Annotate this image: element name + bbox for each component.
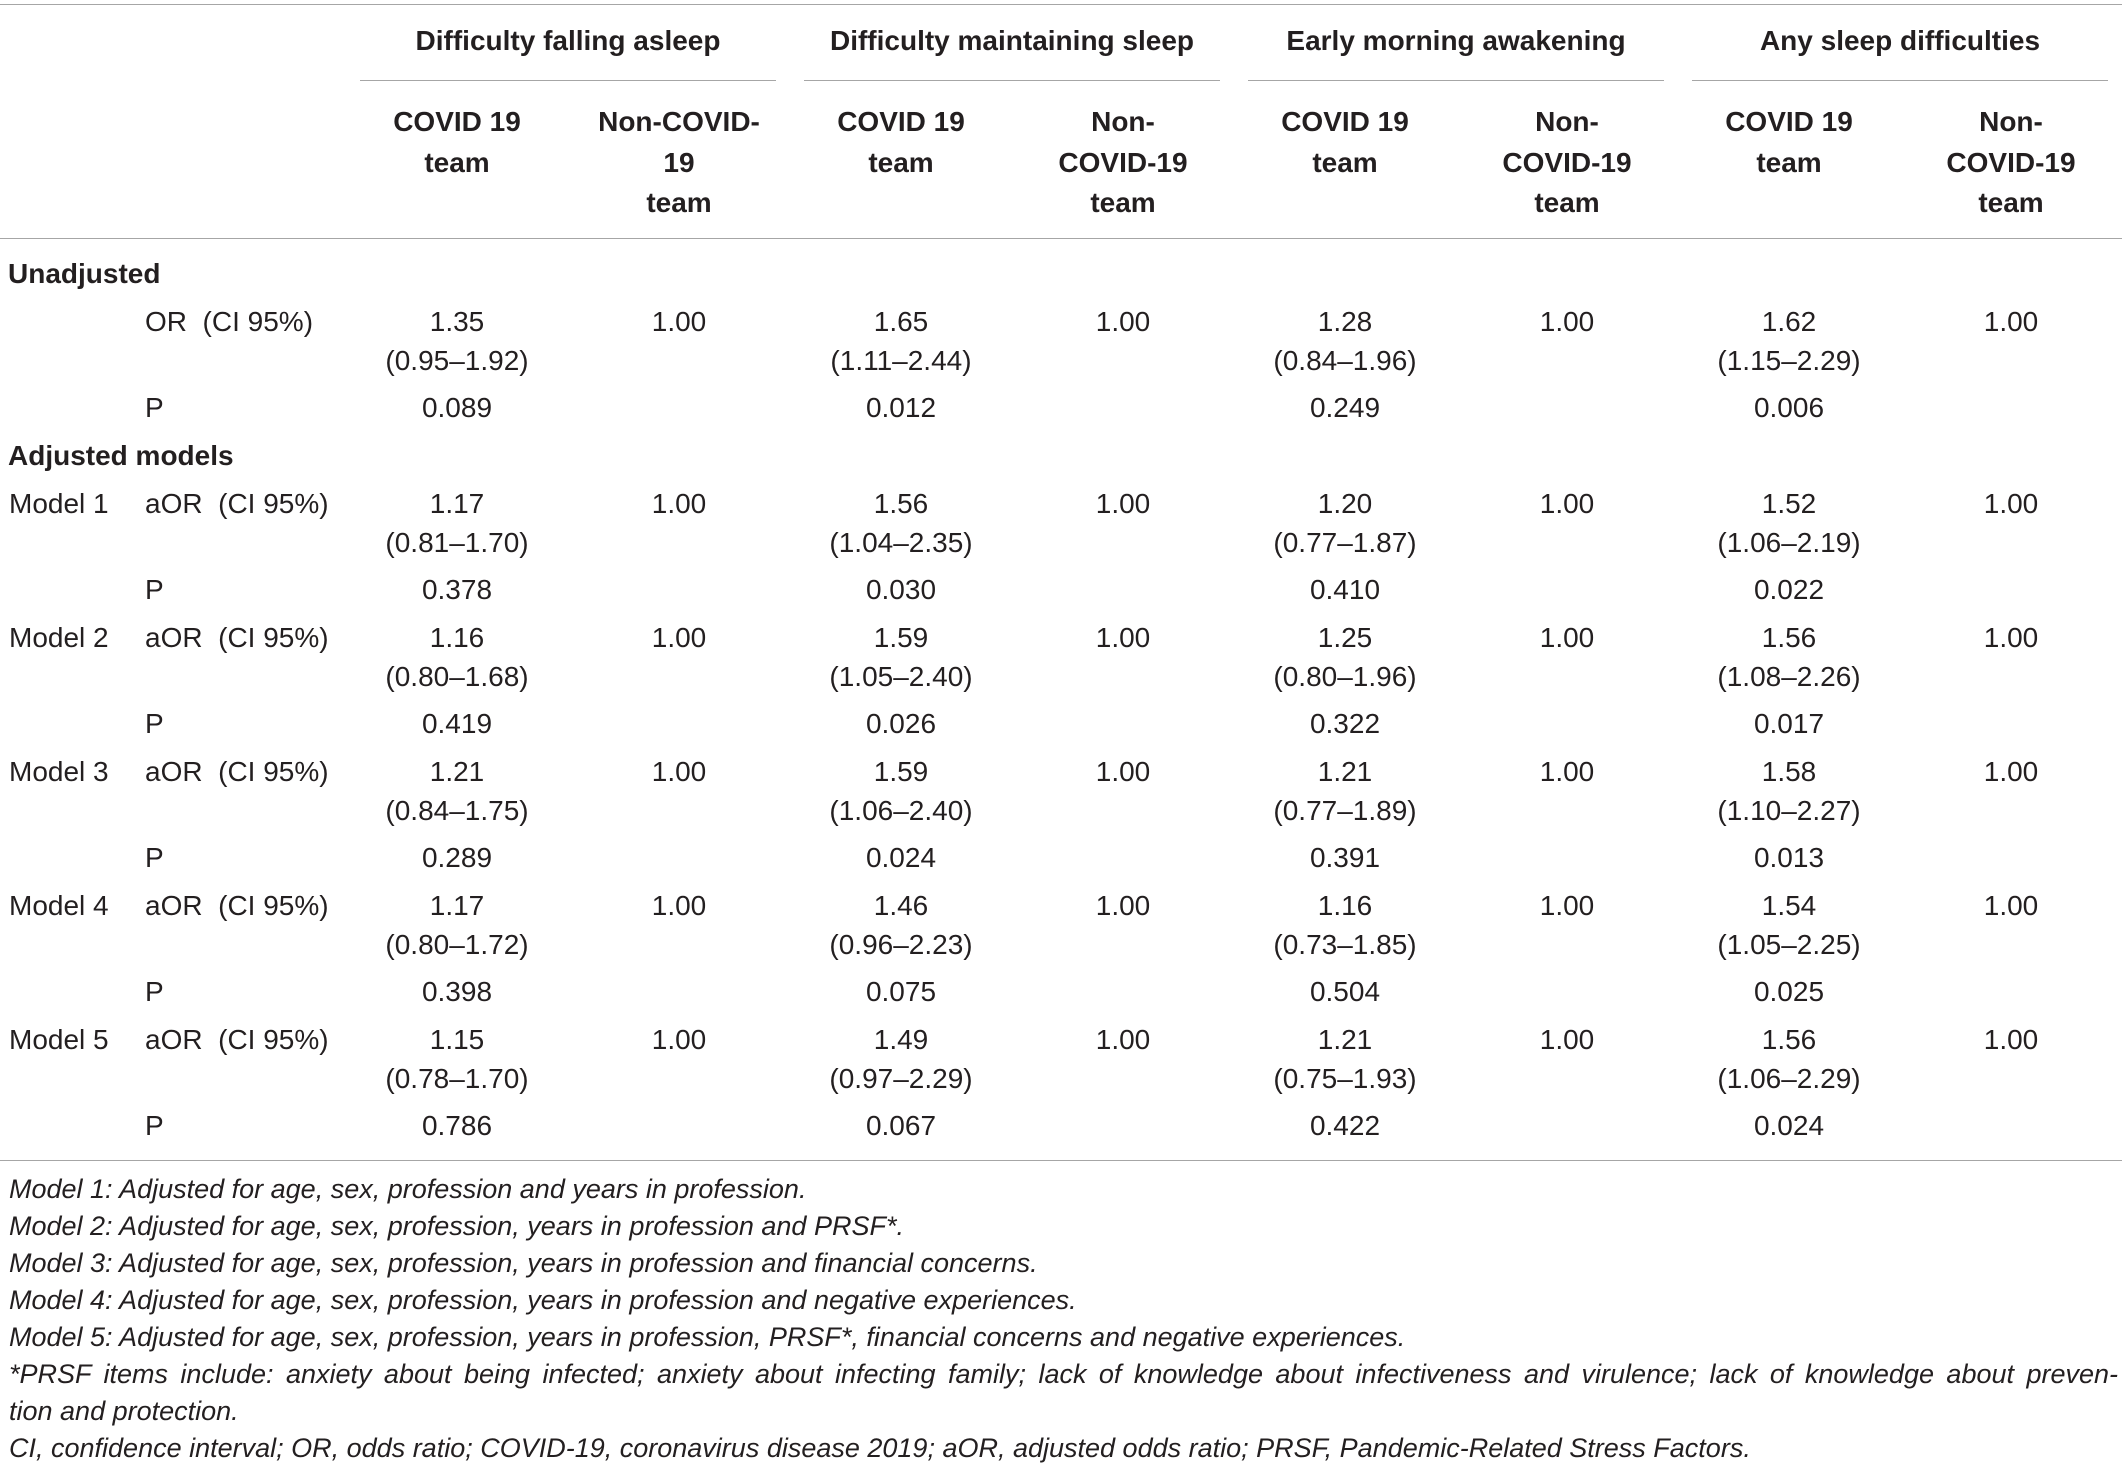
- confidence-interval-covid: (0.73–1.85): [1273, 929, 1417, 960]
- p-value: 0.089: [421, 392, 493, 423]
- column-header-line: team: [424, 146, 490, 178]
- confidence-interval-covid: (0.97–2.29): [829, 1063, 973, 1094]
- section-title: Adjusted models: [8, 440, 234, 471]
- odds-ratio-row: [0, 886, 2122, 972]
- column-header-line: team: [1534, 187, 1600, 218]
- p-value: 0.410: [1309, 574, 1381, 605]
- column-header-non-covid-team: [1012, 102, 1234, 224]
- column-header-covid-team: [1678, 102, 1900, 224]
- covid-team-estimate-cell: [1678, 302, 1900, 388]
- statistic-label: aOR (CI 95%): [145, 756, 329, 787]
- odds-ratio-covid: 1.35: [429, 306, 485, 337]
- covid-team-estimate-cell: [1678, 618, 1900, 704]
- model-label: Model 1: [9, 488, 109, 519]
- odds-ratio-non-covid-reference: 1.00: [1539, 622, 1595, 653]
- p-value-row: [0, 972, 2122, 1020]
- p-value: 0.006: [1753, 392, 1825, 423]
- p-value: 0.067: [865, 1110, 937, 1141]
- confidence-interval-covid: (0.77–1.87): [1273, 527, 1417, 558]
- column-header-covid-team: [346, 102, 568, 224]
- odds-ratio-covid: 1.16: [1317, 890, 1373, 921]
- outcome-header-underline: [1692, 80, 2108, 81]
- odds-ratio-non-covid-reference: 1.00: [651, 306, 707, 337]
- covid-team-estimate-cell: [1234, 886, 1456, 972]
- covid-team-estimate-cell: [1678, 886, 1900, 972]
- column-header-line: team: [1312, 146, 1378, 178]
- odds-ratio-non-covid-reference: 1.00: [1539, 756, 1595, 787]
- p-value: 0.012: [865, 392, 937, 423]
- odds-ratio-non-covid-reference: 1.00: [1539, 1024, 1595, 1055]
- confidence-interval-covid: (1.08–2.26): [1717, 661, 1861, 692]
- odds-ratio-covid: 1.25: [1317, 622, 1373, 653]
- footnote-prsf-items: *PRSF items include: anxiety about being infected; anxiety about infecting family; lack of knowledge about infectiveness and virulence; lack of knowledge about preven-: [9, 1359, 2118, 1389]
- row-label: [0, 886, 346, 925]
- odds-ratio-non-covid-reference: 1.00: [651, 488, 707, 519]
- odds-ratio-covid: 1.49: [873, 1024, 929, 1055]
- odds-ratio-covid: 1.56: [1761, 622, 1817, 653]
- odds-ratio-covid: 1.17: [429, 890, 485, 921]
- non-covid-team-estimate-cell: [1012, 618, 1234, 704]
- non-covid-team-estimate-cell: [1012, 886, 1234, 972]
- confidence-interval-covid: (0.84–1.96): [1273, 345, 1417, 376]
- column-header-covid-team: [1234, 102, 1456, 224]
- p-value: 0.026: [865, 708, 937, 739]
- row-label: [0, 1106, 346, 1145]
- p-value: 0.289: [421, 842, 493, 873]
- column-header-covid-team: [790, 102, 1012, 224]
- covid-team-estimate-cell: [1234, 484, 1456, 570]
- p-value-row: [0, 570, 2122, 618]
- covid-team-estimate-cell: [790, 1020, 1012, 1106]
- confidence-interval-covid: (1.10–2.27): [1717, 795, 1861, 826]
- footnote-model-2: Model 2: Adjusted for age, sex, profession, years in profession and PRSF*.: [9, 1211, 904, 1241]
- covid-team-estimate-cell: [790, 302, 1012, 388]
- column-header-line: team: [1756, 146, 1822, 178]
- odds-ratio-covid: 1.56: [1761, 1024, 1817, 1055]
- non-covid-team-estimate-cell: [1456, 302, 1678, 388]
- odds-ratio-covid: 1.15: [429, 1024, 485, 1055]
- column-header-line: Non-COVID-: [598, 106, 760, 137]
- p-label: P: [145, 392, 164, 423]
- column-header-line: Non-: [1091, 106, 1155, 137]
- covid-team-estimate-cell: [346, 618, 568, 704]
- p-value-row: [0, 838, 2122, 886]
- confidence-interval-covid: (1.11–2.44): [830, 345, 972, 376]
- odds-ratio-covid: 1.21: [1317, 756, 1373, 787]
- column-header-line: Non-: [1535, 106, 1599, 137]
- table-top-rule: [0, 4, 2122, 5]
- non-covid-team-estimate-cell: [1900, 752, 2122, 838]
- non-covid-team-estimate-cell: [1900, 302, 2122, 388]
- outcome-header-row: [0, 21, 2122, 61]
- confidence-interval-covid: (0.80–1.68): [385, 661, 529, 692]
- odds-ratio-non-covid-reference: 1.00: [1095, 306, 1151, 337]
- odds-ratio-row: [0, 752, 2122, 838]
- footnote-abbreviations: CI, confidence interval; OR, odds ratio; COVID-19, coronavirus disease 2019; aOR, adjusted odds ratio; PRSF, Pandemic-Related Stress Factors.: [9, 1433, 1751, 1463]
- column-header-non-covid-team: [1900, 102, 2122, 224]
- column-header-line: COVID-19: [1502, 146, 1632, 178]
- confidence-interval-covid: (1.06–2.40): [829, 795, 973, 826]
- non-covid-team-estimate-cell: [1456, 752, 1678, 838]
- odds-ratio-row: [0, 618, 2122, 704]
- odds-ratio-non-covid-reference: 1.00: [1983, 488, 2039, 519]
- confidence-interval-covid: (0.80–1.72): [385, 929, 529, 960]
- p-label: P: [145, 1110, 164, 1141]
- row-label: [0, 570, 346, 609]
- statistic-label: OR (CI 95%): [145, 306, 314, 337]
- covid-team-estimate-cell: [790, 618, 1012, 704]
- outcome-header-underline: [360, 80, 776, 81]
- confidence-interval-covid: (0.78–1.70): [385, 1063, 529, 1094]
- covid-team-estimate-cell: [790, 752, 1012, 838]
- odds-ratio-covid: 1.21: [1317, 1024, 1373, 1055]
- odds-ratio-non-covid-reference: 1.00: [1983, 756, 2039, 787]
- column-header-line: team: [1090, 187, 1156, 218]
- p-value: 0.022: [1753, 574, 1825, 605]
- odds-ratio-non-covid-reference: 1.00: [1095, 890, 1151, 921]
- column-header-non-covid-team: [1456, 102, 1678, 224]
- non-covid-team-estimate-cell: [1900, 484, 2122, 570]
- odds-ratio-row: [0, 484, 2122, 570]
- non-covid-team-estimate-cell: [568, 484, 790, 570]
- odds-ratio-covid: 1.56: [873, 488, 929, 519]
- table-footnotes: [9, 1171, 2118, 1467]
- odds-ratio-row: [0, 1020, 2122, 1106]
- column-header-line: 19: [663, 146, 695, 178]
- column-header-line: COVID-19: [1946, 146, 2076, 178]
- covid-team-estimate-cell: [1234, 618, 1456, 704]
- p-value: 0.419: [421, 708, 493, 739]
- confidence-interval-covid: (0.95–1.92): [385, 345, 529, 376]
- statistic-label: aOR (CI 95%): [145, 488, 329, 519]
- p-label: P: [145, 842, 164, 873]
- row-label: [0, 704, 346, 743]
- statistic-label: aOR (CI 95%): [145, 890, 329, 921]
- p-value: 0.025: [1753, 976, 1825, 1007]
- outcome-header: Difficulty maintaining sleep: [829, 25, 1195, 56]
- non-covid-team-estimate-cell: [568, 1020, 790, 1106]
- non-covid-team-estimate-cell: [568, 302, 790, 388]
- odds-ratio-covid: 1.21: [429, 756, 485, 787]
- outcome-header-underline: [804, 80, 1220, 81]
- odds-ratio-covid: 1.54: [1761, 890, 1817, 921]
- p-value: 0.322: [1309, 708, 1381, 739]
- row-label: [0, 618, 346, 657]
- p-value: 0.013: [1753, 842, 1825, 873]
- odds-ratio-non-covid-reference: 1.00: [1539, 306, 1595, 337]
- odds-ratio-covid: 1.58: [1761, 756, 1817, 787]
- model-label: Model 3: [9, 756, 109, 787]
- odds-ratio-non-covid-reference: 1.00: [651, 622, 707, 653]
- odds-ratio-covid: 1.52: [1761, 488, 1817, 519]
- column-header-line: COVID 19: [1725, 106, 1853, 137]
- non-covid-team-estimate-cell: [1012, 1020, 1234, 1106]
- covid-team-estimate-cell: [346, 302, 568, 388]
- covid-team-estimate-cell: [790, 886, 1012, 972]
- outcome-header: Any sleep difficulties: [1759, 25, 2041, 56]
- odds-ratio-non-covid-reference: 1.00: [1983, 306, 2039, 337]
- outcome-header-underline: [1248, 80, 1664, 81]
- column-header-line: team: [646, 187, 712, 218]
- confidence-interval-covid: (1.04–2.35): [829, 527, 973, 558]
- p-value: 0.075: [865, 976, 937, 1007]
- footnote-model-3: Model 3: Adjusted for age, sex, profession, years in profession and financial concerns.: [9, 1248, 1038, 1278]
- model-label: Model 4: [9, 890, 109, 921]
- column-header-row: [0, 102, 2122, 224]
- confidence-interval-covid: (0.81–1.70): [385, 527, 529, 558]
- model-label: Model 5: [9, 1024, 109, 1055]
- odds-ratio-covid: 1.46: [873, 890, 929, 921]
- odds-ratio-row: [0, 302, 2122, 388]
- odds-ratio-non-covid-reference: 1.00: [651, 756, 707, 787]
- non-covid-team-estimate-cell: [1456, 618, 1678, 704]
- column-header-line: COVID 19: [1281, 106, 1409, 137]
- p-value: 0.024: [1753, 1110, 1825, 1141]
- p-label: P: [145, 976, 164, 1007]
- covid-team-estimate-cell: [346, 886, 568, 972]
- p-value: 0.030: [865, 574, 937, 605]
- odds-ratio-non-covid-reference: 1.00: [651, 890, 707, 921]
- p-value-row: [0, 388, 2122, 436]
- footnote-prsf-items-continued: tion and protection.: [9, 1396, 239, 1426]
- odds-ratio-non-covid-reference: 1.00: [1095, 622, 1151, 653]
- table-body: [0, 254, 2122, 1154]
- row-label: [0, 388, 346, 427]
- section-row: [0, 254, 2122, 302]
- non-covid-team-estimate-cell: [1012, 302, 1234, 388]
- non-covid-team-estimate-cell: [1900, 1020, 2122, 1106]
- covid-team-estimate-cell: [346, 1020, 568, 1106]
- non-covid-team-estimate-cell: [568, 618, 790, 704]
- model-label: Model 2: [9, 622, 109, 653]
- p-value: 0.024: [865, 842, 937, 873]
- odds-ratio-non-covid-reference: 1.00: [1095, 488, 1151, 519]
- non-covid-team-estimate-cell: [1456, 484, 1678, 570]
- column-header-line: team: [1978, 187, 2044, 218]
- header-rule: [0, 238, 2122, 239]
- confidence-interval-covid: (1.05–2.25): [1717, 929, 1861, 960]
- odds-ratio-covid: 1.62: [1761, 306, 1817, 337]
- table-bottom-rule: [0, 1160, 2122, 1161]
- confidence-interval-covid: (1.05–2.40): [829, 661, 973, 692]
- confidence-interval-covid: (0.77–1.89): [1273, 795, 1417, 826]
- confidence-interval-covid: (1.06–2.29): [1717, 1063, 1861, 1094]
- row-label: [0, 752, 346, 791]
- non-covid-team-estimate-cell: [1456, 886, 1678, 972]
- non-covid-team-estimate-cell: [1456, 1020, 1678, 1106]
- odds-ratio-non-covid-reference: 1.00: [1983, 1024, 2039, 1055]
- confidence-interval-covid: (1.15–2.29): [1717, 345, 1861, 376]
- column-header-line: COVID 19: [393, 106, 521, 137]
- odds-ratio-covid: 1.28: [1317, 306, 1373, 337]
- statistic-label: aOR (CI 95%): [145, 622, 329, 653]
- p-value-row: [0, 1106, 2122, 1154]
- footnote-model-4: Model 4: Adjusted for age, sex, profession, years in profession and negative experiences.: [9, 1285, 1077, 1315]
- odds-ratio-non-covid-reference: 1.00: [1983, 890, 2039, 921]
- non-covid-team-estimate-cell: [1012, 484, 1234, 570]
- confidence-interval-covid: (0.75–1.93): [1273, 1063, 1417, 1094]
- row-label: [0, 838, 346, 877]
- covid-team-estimate-cell: [1678, 752, 1900, 838]
- covid-team-estimate-cell: [1234, 302, 1456, 388]
- outcome-header: Difficulty falling asleep: [415, 25, 721, 56]
- row-label: [0, 484, 346, 523]
- row-label: [0, 1020, 346, 1059]
- non-covid-team-estimate-cell: [1900, 618, 2122, 704]
- odds-ratio-covid: 1.59: [873, 622, 929, 653]
- confidence-interval-covid: (0.96–2.23): [829, 929, 973, 960]
- footnote-model-1: Model 1: Adjusted for age, sex, profession and years in profession.: [9, 1174, 807, 1204]
- column-header-line: team: [868, 146, 934, 178]
- odds-ratio-covid: 1.16: [429, 622, 485, 653]
- odds-ratio-non-covid-reference: 1.00: [651, 1024, 707, 1055]
- covid-team-estimate-cell: [346, 484, 568, 570]
- covid-team-estimate-cell: [1678, 484, 1900, 570]
- odds-ratio-non-covid-reference: 1.00: [1095, 1024, 1151, 1055]
- non-covid-team-estimate-cell: [1900, 886, 2122, 972]
- section-row: [0, 436, 2122, 484]
- covid-team-estimate-cell: [790, 484, 1012, 570]
- confidence-interval-covid: (0.84–1.75): [385, 795, 529, 826]
- p-value: 0.422: [1309, 1110, 1381, 1141]
- p-label: P: [145, 574, 164, 605]
- non-covid-team-estimate-cell: [568, 886, 790, 972]
- p-value: 0.398: [421, 976, 493, 1007]
- covid-team-estimate-cell: [346, 752, 568, 838]
- column-header-line: COVID-19: [1058, 146, 1188, 178]
- column-header-line: COVID 19: [837, 106, 965, 137]
- odds-ratio-non-covid-reference: 1.00: [1983, 622, 2039, 653]
- non-covid-team-estimate-cell: [568, 752, 790, 838]
- confidence-interval-covid: (0.80–1.96): [1273, 661, 1417, 692]
- odds-ratio-covid: 1.17: [429, 488, 485, 519]
- non-covid-team-estimate-cell: [1012, 752, 1234, 838]
- odds-ratio-covid: 1.59: [873, 756, 929, 787]
- p-value-row: [0, 704, 2122, 752]
- section-title: Unadjusted: [8, 258, 161, 289]
- covid-team-estimate-cell: [1678, 1020, 1900, 1106]
- odds-ratio-non-covid-reference: 1.00: [1539, 488, 1595, 519]
- p-value: 0.504: [1309, 976, 1381, 1007]
- p-value: 0.378: [421, 574, 493, 605]
- p-label: P: [145, 708, 164, 739]
- odds-ratio-covid: 1.65: [873, 306, 929, 337]
- footnote-model-5: Model 5: Adjusted for age, sex, profession, years in profession, PRSF*, financial concerns and negative experiences.: [9, 1322, 1406, 1352]
- p-value: 0.249: [1309, 392, 1381, 423]
- row-label: [0, 972, 346, 1011]
- p-value: 0.017: [1753, 708, 1825, 739]
- odds-ratio-non-covid-reference: 1.00: [1539, 890, 1595, 921]
- statistic-label: aOR (CI 95%): [145, 1024, 329, 1055]
- p-value: 0.786: [421, 1110, 493, 1141]
- p-value: 0.391: [1309, 842, 1381, 873]
- odds-ratio-non-covid-reference: 1.00: [1095, 756, 1151, 787]
- covid-team-estimate-cell: [1234, 1020, 1456, 1106]
- confidence-interval-covid: (1.06–2.19): [1717, 527, 1861, 558]
- column-header-line: Non-: [1979, 106, 2043, 137]
- outcome-header: Early morning awakening: [1286, 25, 1626, 56]
- odds-ratio-covid: 1.20: [1317, 488, 1373, 519]
- column-header-non-covid-team: [568, 102, 790, 224]
- row-label: [0, 302, 346, 341]
- covid-team-estimate-cell: [1234, 752, 1456, 838]
